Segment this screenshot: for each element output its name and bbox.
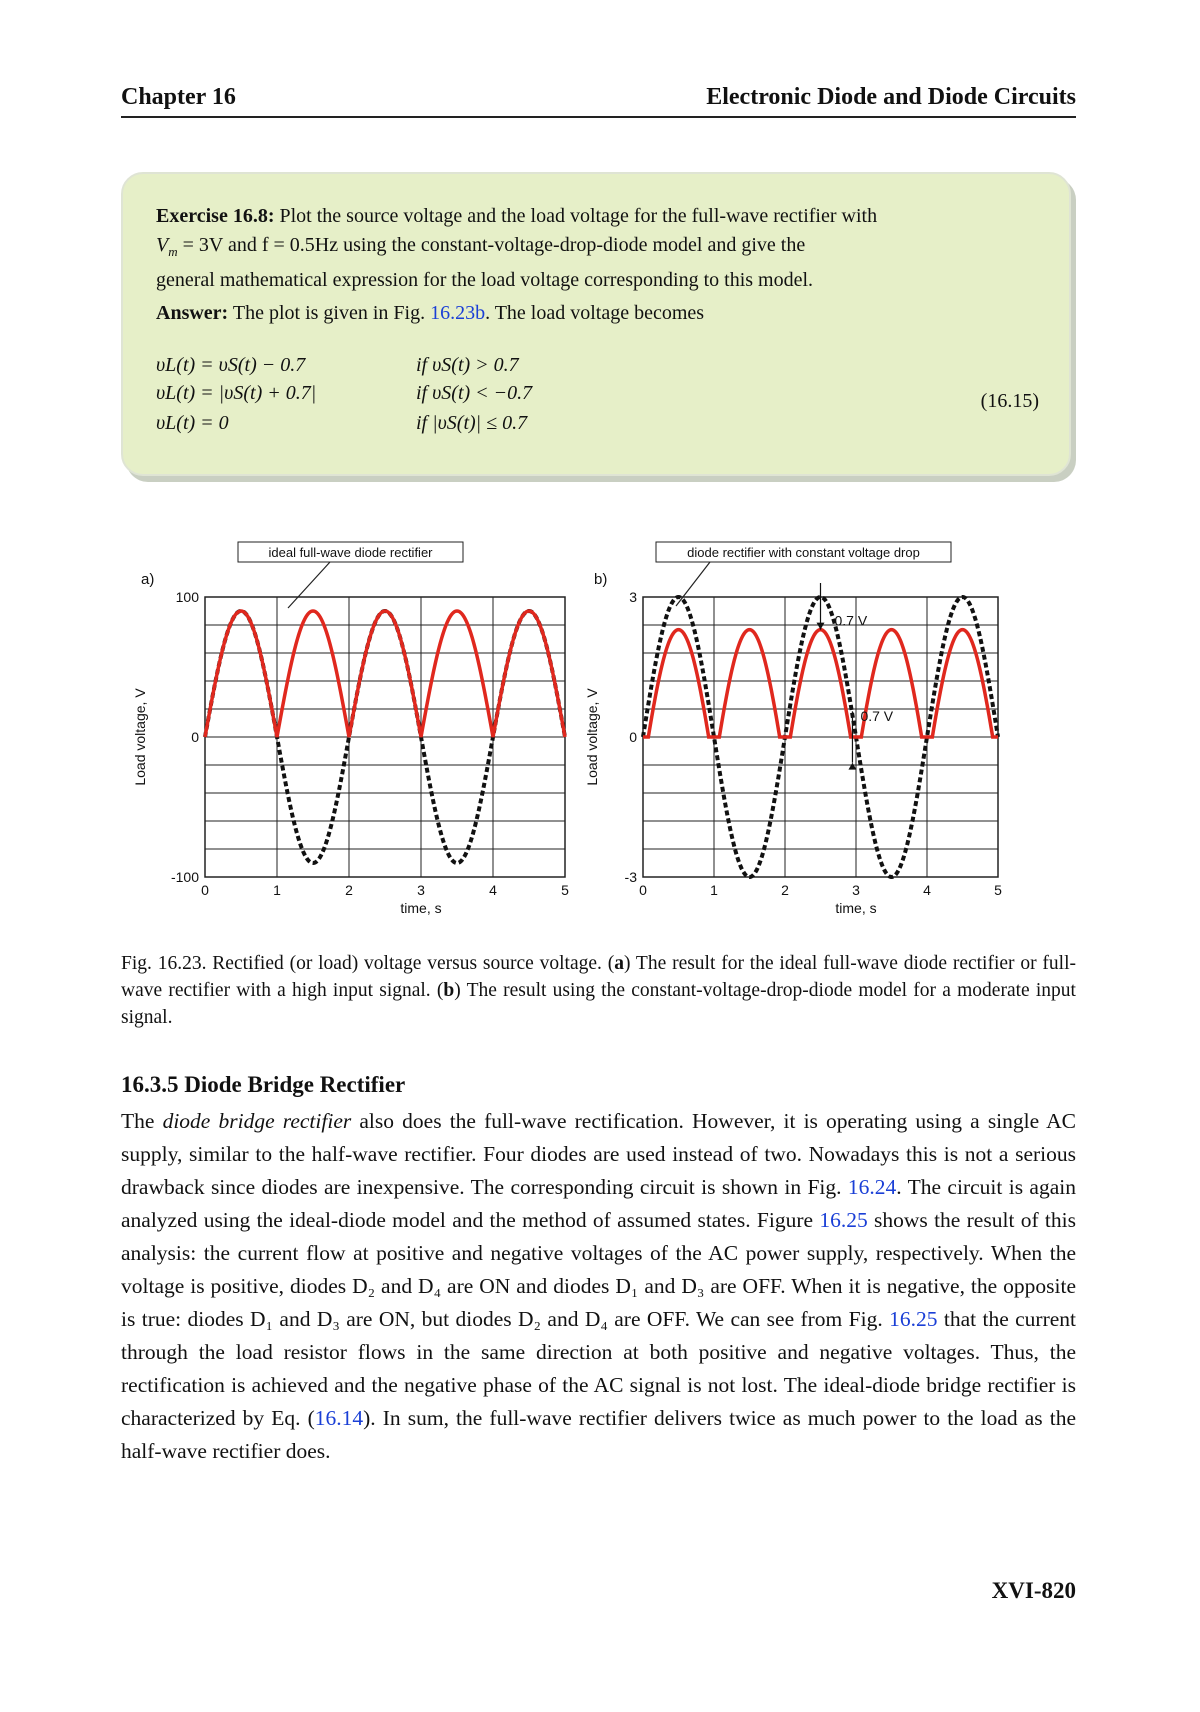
y-axis-label: Load voltage, V bbox=[132, 688, 148, 786]
drop-label-bottom: 0.7 V bbox=[860, 708, 894, 724]
figure-link-16-25[interactable]: 16.25 bbox=[819, 1208, 868, 1232]
body-paragraph bbox=[121, 1105, 1076, 1468]
x-tick-label: 2 bbox=[345, 882, 353, 898]
exercise-label: Exercise 16.8: bbox=[156, 205, 275, 227]
condition-2: if υS(t) < −0.7 bbox=[416, 382, 533, 404]
chart-panel-a bbox=[125, 535, 585, 930]
caption-mid: ) The result for the ideal full-wave diode rectifier or full-wave rectifier with a high input signal. ( bbox=[121, 953, 1076, 1001]
body-s5: that the current through the load resistor flows in the same direction at both positive and negative voltages. Thus, the rectification is achieved and the negative phase of the AC signal is not lost. The ideal-diode bridge rectifier is characterized by Eq. ( bbox=[121, 1307, 1077, 1430]
chart-a-svg bbox=[125, 535, 585, 930]
x-tick-label: 5 bbox=[561, 882, 569, 898]
condition-3: if |υS(t)| ≤ 0.7 bbox=[416, 412, 528, 434]
caption-b: b bbox=[443, 980, 455, 1001]
chart-panel-b bbox=[580, 535, 1010, 930]
x-tick-label: 4 bbox=[923, 882, 931, 898]
equation-link-16-14[interactable]: 16.14 bbox=[314, 1406, 364, 1430]
figure-link-16-23b[interactable]: 16.23b bbox=[430, 302, 486, 324]
caption-prefix: Fig. 16.23. Rectified (or load) voltage versus source voltage. ( bbox=[121, 953, 615, 974]
body-emphasis: diode bridge rectifier bbox=[162, 1109, 352, 1133]
answer-line bbox=[156, 302, 704, 325]
vm-subscript: m bbox=[168, 244, 178, 259]
answer-tail: . The load voltage becomes bbox=[485, 302, 705, 324]
body-s3: . The circuit is again analyzed using the ideal-diode model and the method of assumed states. Figure bbox=[121, 1175, 1076, 1232]
x-tick-label: 5 bbox=[994, 882, 1002, 898]
drop-arrowhead-bottom bbox=[848, 763, 856, 770]
annotation-pointer bbox=[676, 562, 710, 606]
x-tick-label: 3 bbox=[852, 882, 860, 898]
equation-2: υL(t) = |υS(t) + 0.7| bbox=[156, 382, 317, 404]
y-tick-label: 3 bbox=[629, 589, 637, 605]
vm-symbol: V bbox=[156, 234, 169, 256]
exercise-text-3: general mathematical expression for the load voltage corresponding to this model. bbox=[156, 269, 814, 291]
running-header bbox=[121, 80, 1076, 118]
x-tick-label: 0 bbox=[201, 882, 209, 898]
exercise-statement bbox=[156, 202, 1036, 295]
x-tick-label: 2 bbox=[781, 882, 789, 898]
y-axis-label: Load voltage, V bbox=[584, 688, 600, 786]
panel-label: b) bbox=[594, 571, 608, 588]
equation-1: υL(t) = υS(t) − 0.7 bbox=[156, 354, 306, 376]
exercise-box bbox=[121, 172, 1071, 476]
y-tick-label: 0 bbox=[629, 729, 637, 745]
caption-tail: ) The result using the constant-voltage-drop-diode model for a moderate input signal. bbox=[121, 980, 1076, 1028]
chapter-title: Electronic Diode and Diode Circuits bbox=[706, 84, 1076, 110]
annotation-text: ideal full-wave diode rectifier bbox=[268, 545, 433, 560]
chapter-label: Chapter 16 bbox=[121, 84, 236, 110]
x-axis-label: time, s bbox=[835, 900, 877, 916]
page-number: XVI-820 bbox=[991, 1578, 1076, 1603]
condition-1: if υS(t) > 0.7 bbox=[416, 354, 519, 376]
equation-number: (16.15) bbox=[980, 390, 1039, 412]
answer-label: Answer: bbox=[156, 302, 229, 324]
exercise-text-1: Plot the source voltage and the load voltage for the full-wave rectifier with bbox=[279, 205, 878, 227]
chart-b-svg bbox=[580, 535, 1010, 930]
drop-arrowhead-top bbox=[817, 623, 825, 630]
x-tick-label: 1 bbox=[710, 882, 718, 898]
figure-link-16-24[interactable]: 16.24 bbox=[847, 1175, 897, 1199]
y-tick-label: -3 bbox=[624, 869, 637, 885]
body-s2: also does the full-wave rectification. However, it is operating using a single AC supply, similar to the half-wave rectifier. Four diodes are used instead of two. Nowadays this is not a serious drawback since diodes are inexpensive. The corresponding circuit is shown in Fig. bbox=[121, 1109, 1076, 1199]
x-tick-label: 4 bbox=[489, 882, 497, 898]
body-s6: ). In sum, the full-wave rectifier delivers twice as much power to the load as the half-wave rectifier does. bbox=[121, 1406, 1076, 1463]
body-s1: The bbox=[121, 1109, 163, 1133]
load-voltage-line bbox=[205, 611, 565, 737]
caption-a: a bbox=[614, 953, 624, 974]
annotation-text: diode rectifier with constant voltage drop bbox=[687, 545, 920, 560]
x-tick-label: 0 bbox=[639, 882, 647, 898]
x-tick-label: 1 bbox=[273, 882, 281, 898]
figure-caption bbox=[121, 950, 1076, 1031]
equation-3: υL(t) = 0 bbox=[156, 412, 229, 434]
y-tick-label: 100 bbox=[175, 589, 199, 605]
panel-label: a) bbox=[141, 571, 155, 588]
section-heading: 16.3.5 Diode Bridge Rectifier bbox=[121, 1072, 406, 1097]
body-s4: shows the result of this analysis: the current flow at positive and negative voltages of the AC power supply, respectively. When the voltage is positive, diodes D₂ and D₄ are ON and diodes D₁ and D₃ are OFF. When it is negative, the opposite is true: diodes D₁ and D₃ are ON, but diodes D₂ and D₄ are OFF. We can see from Fig. bbox=[121, 1208, 1076, 1331]
exercise-text-2: = 3V and f = 0.5Hz using the constant-voltage-drop-diode model and give the bbox=[177, 234, 806, 256]
x-axis-label: time, s bbox=[400, 900, 442, 916]
x-tick-label: 3 bbox=[417, 882, 425, 898]
answer-text: The plot is given in Fig. bbox=[228, 302, 431, 324]
figure-link-16-25-second[interactable]: 16.25 bbox=[889, 1307, 938, 1331]
drop-label-top: 0.7 V bbox=[834, 612, 868, 629]
y-tick-label: 0 bbox=[191, 729, 199, 745]
annotation-pointer bbox=[288, 562, 330, 608]
y-tick-label: -100 bbox=[170, 869, 199, 885]
